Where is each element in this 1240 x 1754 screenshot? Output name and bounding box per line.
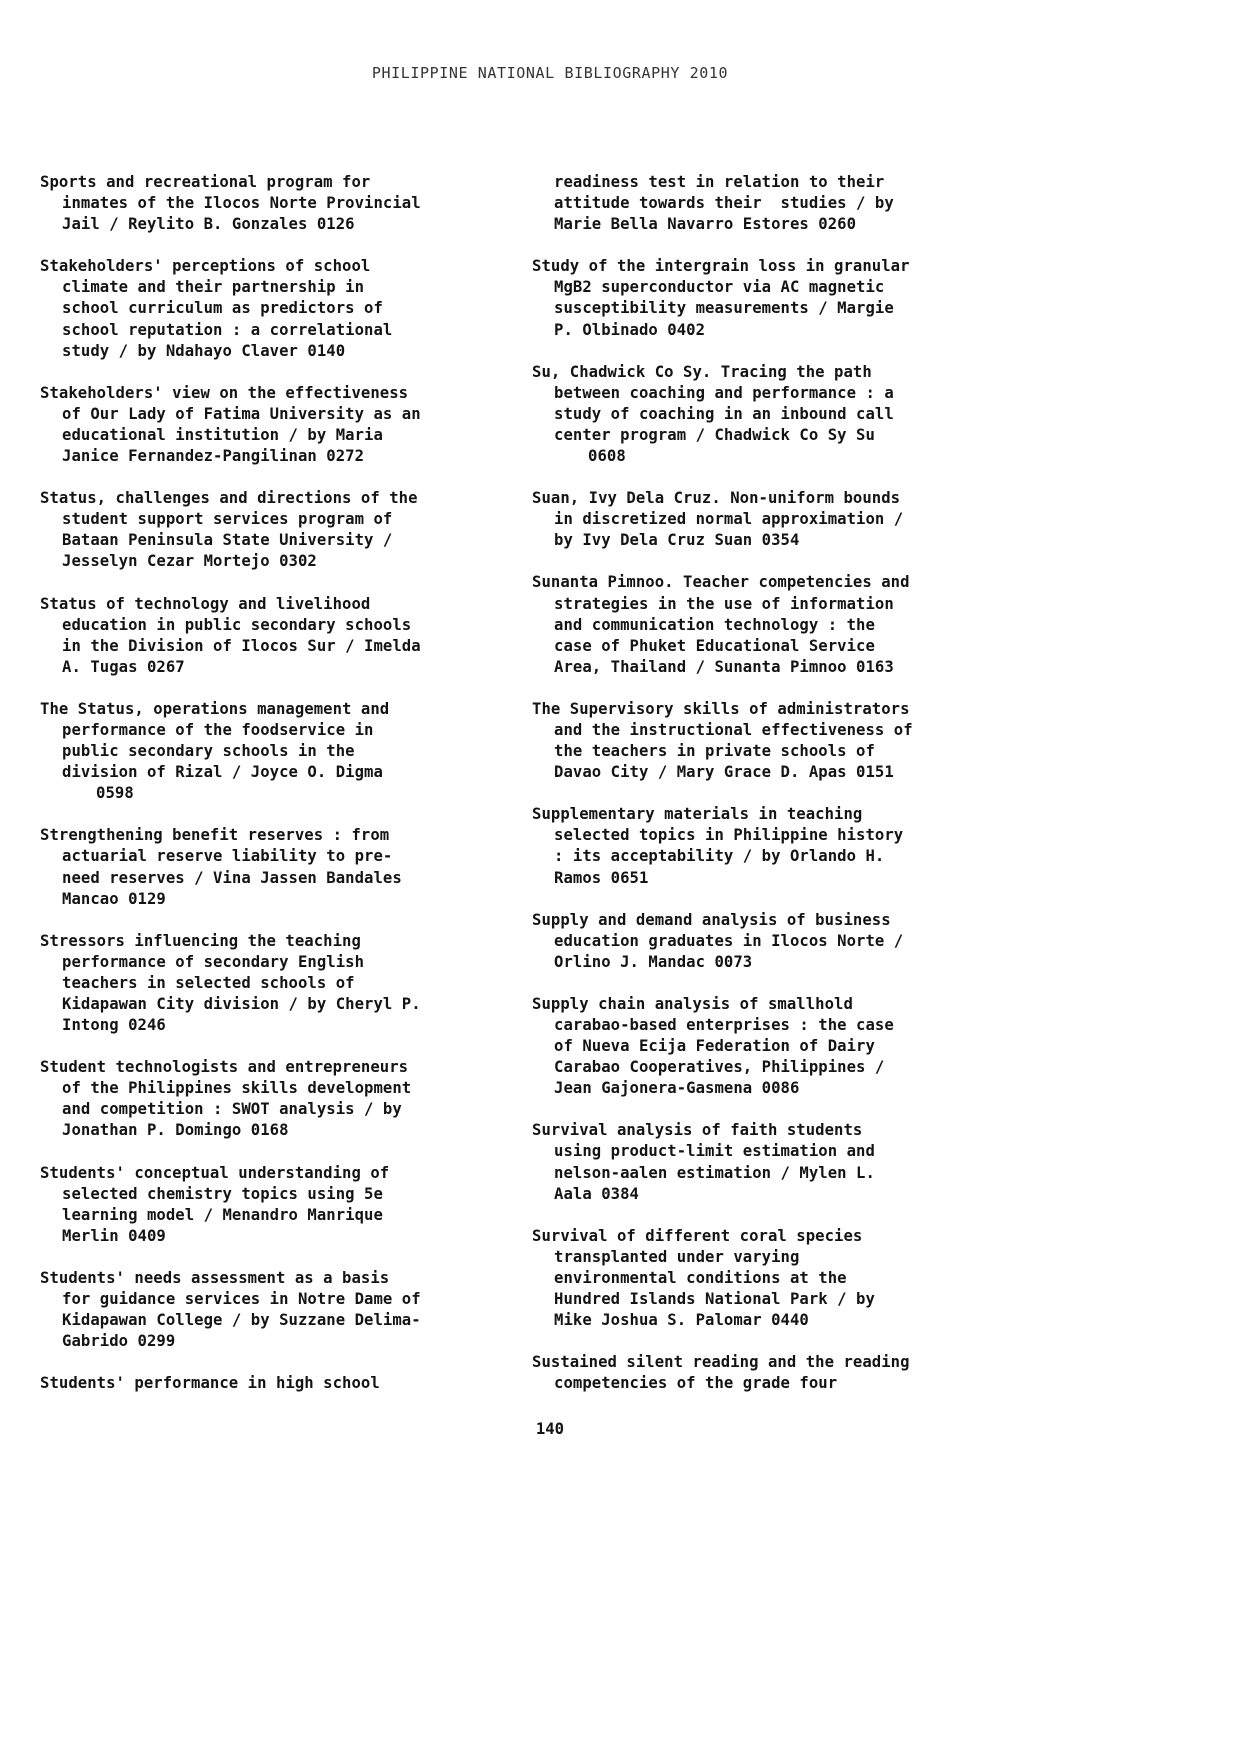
- entry-line: Mike Joshua S. Palomar 0440: [554, 1311, 809, 1330]
- entry-line: center program / Chadwick Co Sy Su: [554, 425, 875, 444]
- bibliography-entry: [40, 825, 510, 909]
- entry-line: Hundred Islands National Park / by: [554, 1290, 875, 1309]
- entry-line: Supply and demand analysis of business: [532, 910, 891, 929]
- bibliography-entry: [532, 910, 1002, 973]
- entry-line: 0598: [96, 784, 134, 803]
- bibliography-entry: [532, 488, 1002, 551]
- entry-line: and communication technology : the: [554, 615, 875, 634]
- entry-line: and competition : SWOT analysis / by: [62, 1100, 402, 1119]
- bibliography-entry: [532, 362, 1002, 467]
- entry-line: student support services program of: [62, 510, 393, 529]
- bibliography-entry: [532, 1352, 1002, 1394]
- entry-line: A. Tugas 0267: [62, 657, 185, 676]
- entry-line: transplanted under varying: [554, 1247, 800, 1266]
- entry-line: Strengthening benefit reserves : from: [40, 826, 390, 845]
- entry-line: 0608: [588, 447, 626, 466]
- entry-line: Aala 0384: [554, 1184, 639, 1203]
- bibliography-entry: [532, 1120, 1002, 1204]
- bibliography-entry: [40, 256, 510, 361]
- entry-line: Mancao 0129: [62, 889, 166, 908]
- entry-line: school curriculum as predictors of: [62, 299, 383, 318]
- entry-line: inmates of the Ilocos Norte Provincial: [62, 194, 421, 213]
- entry-line: case of Phuket Educational Service: [554, 636, 875, 655]
- entry-line: selected topics in Philippine history: [554, 826, 904, 845]
- bibliography-entry: [532, 804, 1002, 888]
- bibliography-entry-continued: [532, 172, 1002, 235]
- entry-line: need reserves / Vina Jassen Bandales: [62, 868, 402, 887]
- entry-line: Sports and recreational program for: [40, 173, 371, 191]
- entry-line: selected chemistry topics using 5e: [62, 1184, 383, 1203]
- entry-line: environmental conditions at the: [554, 1268, 847, 1287]
- entry-line: Orlino J. Mandac 0073: [554, 952, 753, 971]
- entry-line: Ramos 0651: [554, 868, 649, 887]
- entry-line: Study of the intergrain loss in granular: [532, 257, 910, 276]
- entry-line: Suan, Ivy Dela Cruz. Non-uniform bounds: [532, 489, 901, 508]
- bibliography-entry: [40, 172, 510, 235]
- entry-line: learning model / Menandro Manrique: [62, 1205, 383, 1224]
- entry-line: attitude towards their studies / by: [554, 194, 894, 213]
- right-column: [532, 172, 1002, 1415]
- entry-line: performance of secondary English: [62, 952, 365, 971]
- entry-line: Sunanta Pimnoo. Teacher competencies and: [532, 573, 910, 592]
- entry-line: Jail / Reylito B. Gonzales 0126: [62, 215, 355, 234]
- entry-line: Students' conceptual understanding of: [40, 1163, 390, 1182]
- entry-line: in discretized normal approximation /: [554, 510, 904, 529]
- entry-line: carabao-based enterprises : the case: [554, 1016, 894, 1034]
- bibliography-entry: [532, 572, 1002, 677]
- bibliography-entry: [40, 383, 510, 467]
- entry-line: of the Philippines skills development: [62, 1079, 412, 1098]
- entry-line: Bataan Peninsula State University /: [62, 531, 393, 550]
- entry-line: Survival analysis of faith students: [532, 1121, 863, 1140]
- bibliography-entry: [40, 1373, 510, 1394]
- entry-line: Supply chain analysis of smallhold: [532, 994, 853, 1013]
- bibliography-entry: [40, 931, 510, 1036]
- entry-line: climate and their partnership in: [62, 278, 365, 297]
- entry-line: by Ivy Dela Cruz Suan 0354: [554, 531, 800, 550]
- entry-line: Jonathan P. Domingo 0168: [62, 1121, 289, 1140]
- entry-line: Supplementary materials in teaching: [532, 805, 863, 824]
- entry-line: susceptibility measurements / Margie: [554, 299, 894, 318]
- entry-line: Kidapawan College / by Suzzane Delima-: [62, 1311, 421, 1330]
- entry-line: strategies in the use of information: [554, 594, 894, 613]
- entry-line: study / by Ndahayo Claver 0140: [62, 341, 346, 360]
- entry-line: Stressors influencing the teaching: [40, 931, 361, 950]
- entry-line: Su, Chadwick Co Sy. Tracing the path: [532, 362, 872, 381]
- entry-line: MgB2 superconductor via AC magnetic: [554, 278, 885, 297]
- entry-line: Merlin 0409: [62, 1226, 166, 1245]
- entry-line: Davao City / Mary Grace D. Apas 0151: [554, 763, 894, 782]
- entry-line: Kidapawan City division / by Cheryl P.: [62, 995, 421, 1013]
- entry-line: Students' needs assessment as a basis: [40, 1268, 390, 1287]
- entry-line: Students' performance in high school: [40, 1374, 380, 1393]
- entry-line: education in public secondary schools: [62, 615, 412, 634]
- entry-line: readiness test in relation to their: [554, 173, 885, 191]
- bibliography-entry: [40, 1163, 510, 1247]
- entry-line: Area, Thailand / Sunanta Pimnoo 0163: [554, 657, 894, 676]
- entry-line: The Status, operations management and: [40, 699, 390, 718]
- left-column: [40, 172, 510, 1415]
- entry-line: division of Rizal / Joyce O. Digma: [62, 763, 383, 782]
- bibliography-entry: [40, 1268, 510, 1352]
- entry-line: educational institution / by Maria: [62, 425, 383, 444]
- entry-line: : its acceptability / by Orlando H.: [554, 847, 885, 866]
- entry-line: Sustained silent reading and the reading: [532, 1353, 910, 1372]
- bibliography-entry: [40, 1057, 510, 1141]
- entry-line: Stakeholders' perceptions of school: [40, 257, 371, 276]
- entry-line: P. Olbinado 0402: [554, 320, 706, 339]
- bibliography-entry: [40, 488, 510, 572]
- bibliography-entry: [532, 1226, 1002, 1331]
- entry-line: of Nueva Ecija Federation of Dairy: [554, 1037, 875, 1056]
- entry-line: education graduates in Ilocos Norte /: [554, 931, 904, 950]
- bibliography-entry: [532, 699, 1002, 783]
- running-header: PHILIPPINE NATIONAL BIBLIOGRAPHY 2010: [371, 64, 729, 82]
- entry-line: Marie Bella Navarro Estores 0260: [554, 215, 857, 234]
- entry-line: actuarial reserve liability to pre-: [62, 847, 393, 866]
- entry-line: teachers in selected schools of: [62, 973, 355, 992]
- entry-line: Gabrido 0299: [62, 1332, 176, 1351]
- entry-line: Intong 0246: [62, 1016, 166, 1035]
- entry-line: Janice Fernandez-Pangilinan 0272: [62, 447, 365, 466]
- entry-line: performance of the foodservice in: [62, 720, 374, 739]
- bibliography-entry: [40, 594, 510, 678]
- entry-line: public secondary schools in the: [62, 742, 355, 761]
- page-number: 140: [535, 1420, 565, 1438]
- entry-line: using product-limit estimation and: [554, 1142, 875, 1161]
- bibliography-entry: [40, 699, 510, 804]
- entry-line: nelson-aalen estimation / Mylen L.: [554, 1163, 875, 1182]
- entry-line: competencies of the grade four: [554, 1374, 838, 1393]
- entry-line: school reputation : a correlational: [62, 320, 393, 339]
- entry-line: Status of technology and livelihood: [40, 594, 371, 613]
- entry-line: Jean Gajonera-Gasmena 0086: [554, 1079, 800, 1098]
- entry-line: Stakeholders' view on the effectiveness: [40, 383, 409, 402]
- entry-line: Survival of different coral species: [532, 1226, 863, 1245]
- entry-line: Jesselyn Cezar Mortejo 0302: [62, 552, 317, 571]
- entry-line: and the instructional effectiveness of: [554, 720, 913, 739]
- entry-line: for guidance services in Notre Dame of: [62, 1290, 421, 1309]
- entry-line: Status, challenges and directions of the: [40, 489, 418, 508]
- bibliography-entry: [532, 256, 1002, 340]
- bibliography-entry: [532, 994, 1002, 1099]
- entry-line: Student technologists and entrepreneurs: [40, 1058, 409, 1077]
- entry-line: in the Division of Ilocos Sur / Imelda: [62, 636, 421, 655]
- entry-line: study of coaching in an inbound call: [554, 404, 894, 423]
- entry-line: Carabao Cooperatives, Philippines /: [554, 1058, 885, 1077]
- entry-line: The Supervisory skills of administrators: [532, 699, 910, 718]
- entry-line: of Our Lady of Fatima University as an: [62, 404, 421, 423]
- entry-line: the teachers in private schools of: [554, 742, 875, 761]
- entry-line: between coaching and performance : a: [554, 383, 894, 402]
